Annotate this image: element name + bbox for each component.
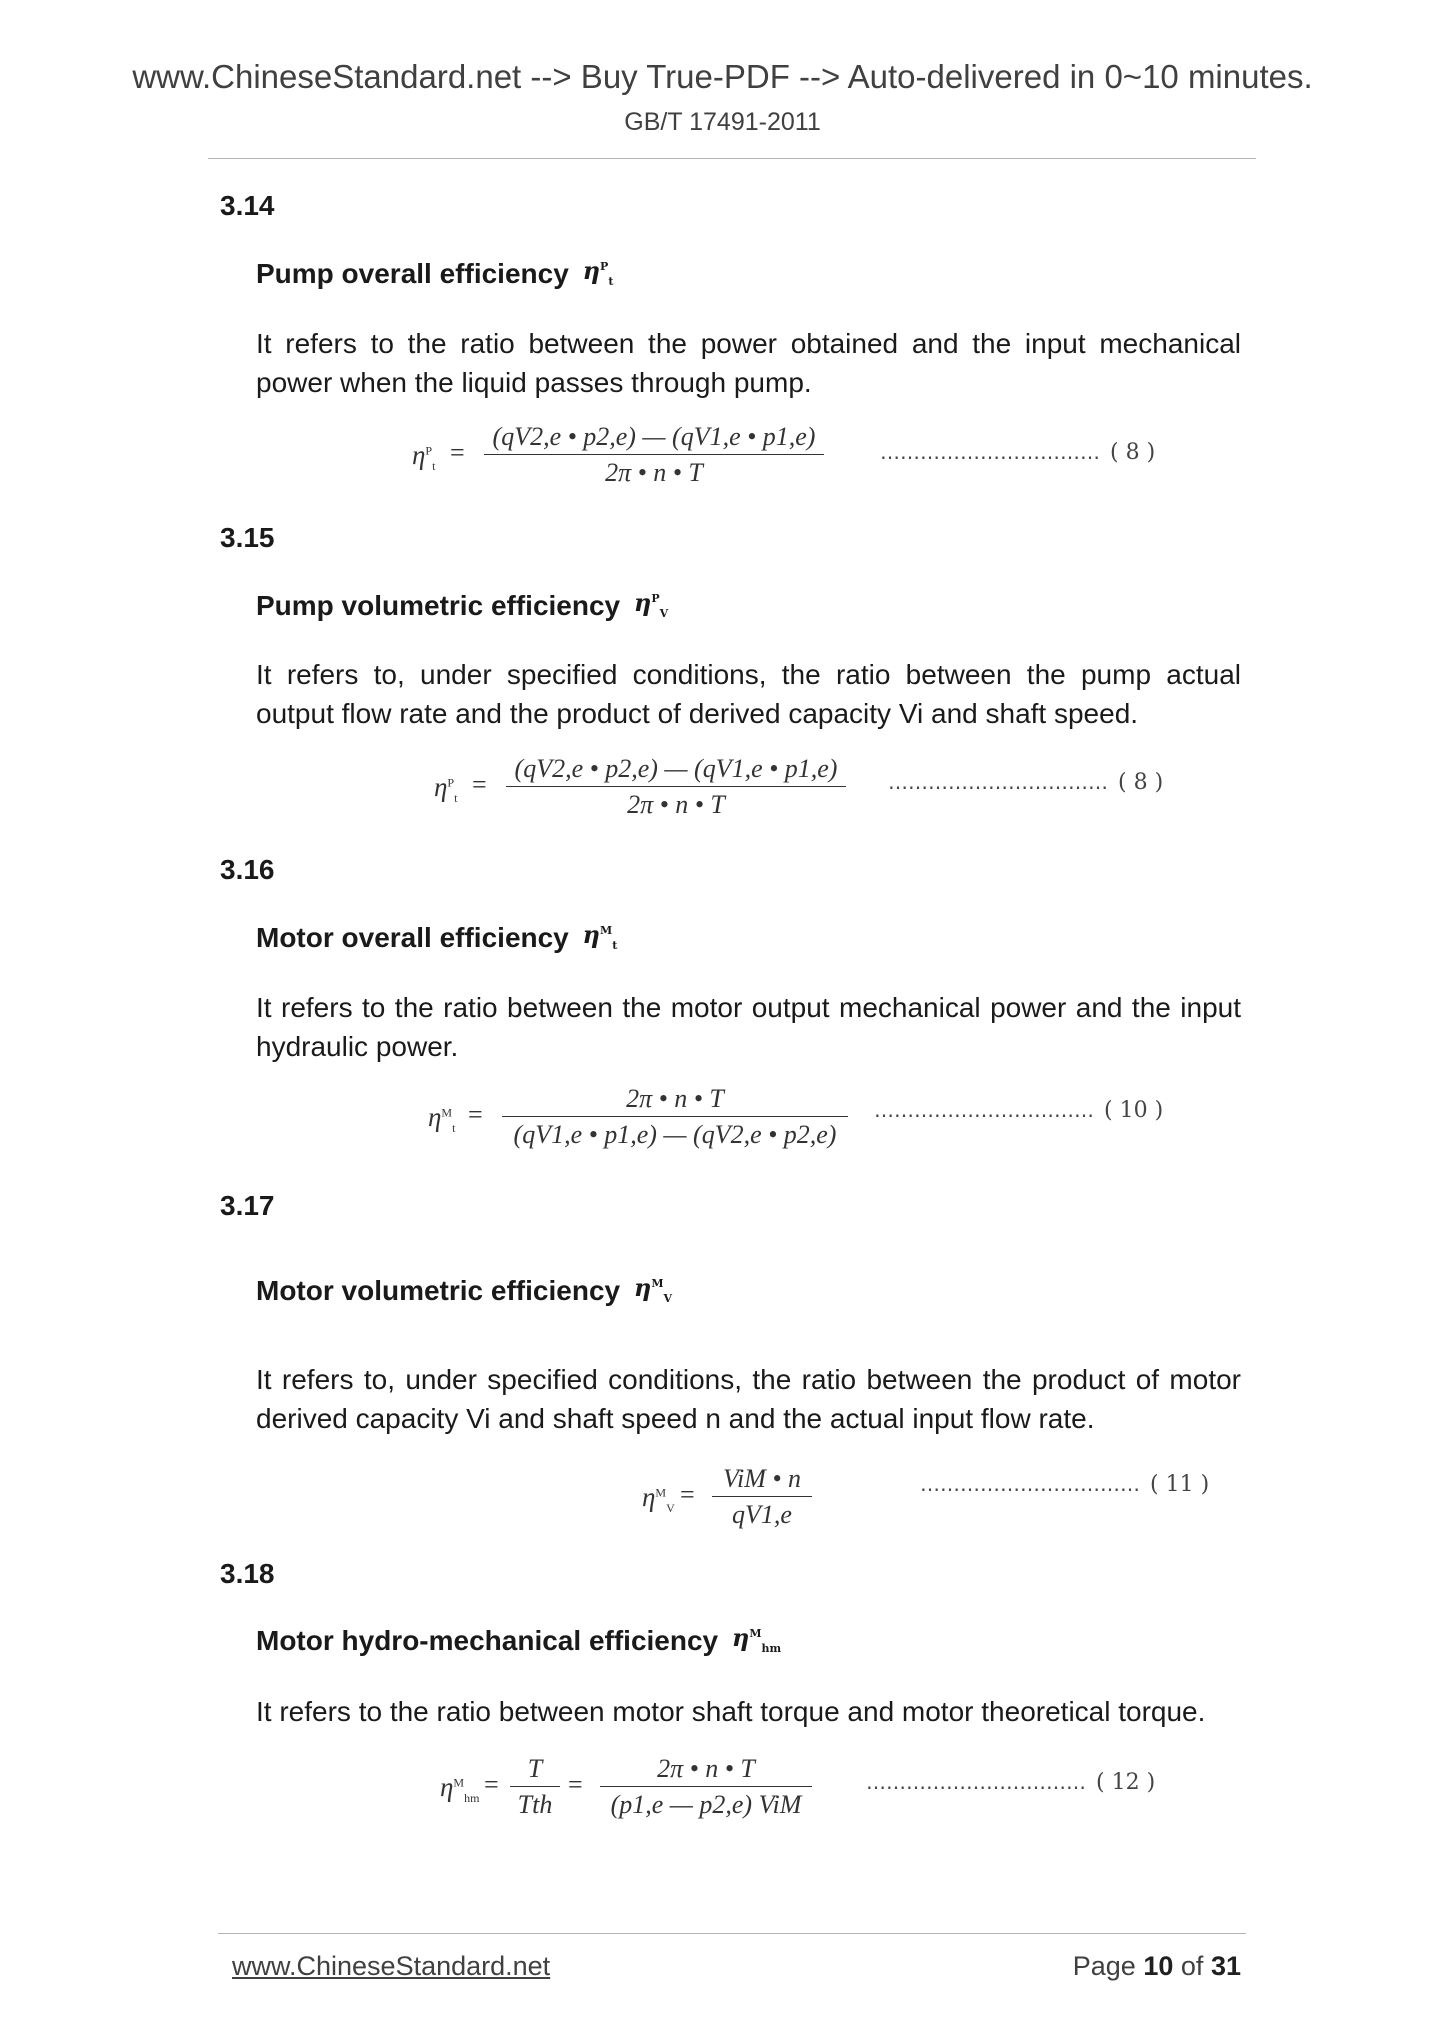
fraction-denominator: (qV1,e • p1,e) — (qV2,e • p2,e) — [513, 1120, 837, 1149]
equals-sign: = — [450, 438, 465, 467]
standard-number: GB/T 17491-2011 — [624, 108, 821, 136]
fraction-bar — [484, 454, 824, 455]
formula-lhs: $\eta^M_V$ — [642, 1482, 675, 1516]
equation-number: …………………………… ( 10 ) — [874, 1098, 1164, 1123]
definition-text: It refers to the ratio between the power obtained and the input mechanical power when the liquid passes through pump. — [256, 328, 1241, 398]
term-title — [256, 1625, 781, 1659]
formula — [642, 1460, 801, 1530]
section-number: 3.18 — [220, 1558, 275, 1589]
equation-number: …………………………… ( 8 ) — [880, 440, 1156, 465]
fraction-numerator: T — [527, 1754, 543, 1783]
equals-sign: = — [468, 1100, 483, 1129]
fraction-denominator: 2π • n • T — [627, 790, 725, 819]
header-divider — [208, 158, 1256, 159]
page-indicator — [1073, 1951, 1241, 1982]
fraction — [600, 1750, 812, 1820]
page-total: 31 — [1210, 1951, 1241, 1981]
section-number: 3.17 — [220, 1190, 275, 1221]
formula — [412, 418, 832, 488]
fraction — [484, 418, 824, 488]
definition-text: It refers to, under specified conditions, the ratio between the pump actual output flow rate and the product of derived capacity Vi and shaft speed. — [256, 659, 1241, 729]
fraction-denominator: (p1,e — p2,e) ViM — [610, 1790, 802, 1819]
formula — [428, 1080, 848, 1150]
fraction-bar — [506, 786, 846, 787]
equation-number: …………………………… ( 11 ) — [920, 1472, 1210, 1497]
fraction — [712, 1460, 812, 1530]
term-title — [256, 590, 668, 624]
term-label: Pump overall efficiency — [256, 258, 569, 289]
equals-sign: = — [472, 770, 487, 799]
formula — [440, 1750, 820, 1820]
eta-symbol-icon: $\eta^M_V$ — [633, 1273, 673, 1305]
definition-text: It refers to, under specified conditions, the ratio between the product of motor derived capacity Vi and shaft speed n and the actual input flow rate. — [256, 1364, 1241, 1434]
page-current: 10 — [1143, 1951, 1174, 1981]
formula-lhs: $\eta^M_{hm}$ — [440, 1772, 480, 1806]
fraction-denominator: Tth — [517, 1790, 553, 1819]
fraction-denominator: qV1,e — [732, 1500, 792, 1529]
equals-sign: = — [568, 1770, 583, 1799]
page-of: of — [1180, 1951, 1204, 1981]
section-number: 3.15 — [220, 522, 275, 553]
fraction-numerator: 2π • n • T — [626, 1084, 724, 1113]
fraction — [510, 1750, 560, 1820]
equals-sign: = — [484, 1770, 499, 1799]
fraction-bar — [600, 1786, 812, 1787]
fraction — [506, 750, 846, 820]
eta-symbol-icon: $\eta^P_V$ — [633, 588, 669, 620]
formula-lhs: $\eta^P_t$ — [412, 440, 436, 474]
eta-symbol-icon: $\eta^M_t$ — [582, 920, 618, 952]
eta-symbol-icon: $\eta^M_{hm}$ — [731, 1623, 782, 1655]
fraction-numerator: (qV2,e • p2,e) — (qV1,e • p1,e) — [492, 422, 816, 451]
fraction-denominator: 2π • n • T — [605, 458, 703, 487]
fraction-numerator: (qV2,e • p2,e) — (qV1,e • p1,e) — [514, 754, 838, 783]
formula-lhs: $\eta^P_t$ — [434, 772, 458, 806]
eta-symbol-icon: $\eta^P_t$ — [582, 256, 614, 288]
formula — [434, 750, 854, 820]
section-number: 3.16 — [220, 854, 275, 885]
page-prefix: Page — [1072, 1951, 1136, 1981]
fraction-numerator: ViM • n — [723, 1464, 801, 1493]
equals-sign: = — [680, 1480, 695, 1509]
section-number: 3.14 — [220, 190, 275, 221]
term-title — [256, 922, 617, 956]
fraction-bar — [712, 1496, 812, 1497]
term-title — [256, 258, 613, 292]
definition-text: It refers to the ratio between motor shaft torque and motor theoretical torque. — [256, 1696, 1206, 1727]
fraction-bar — [502, 1116, 848, 1117]
fraction-bar — [510, 1786, 560, 1787]
term-label: Motor hydro-mechanical efficiency — [256, 1625, 719, 1656]
equation-number: …………………………… ( 8 ) — [888, 770, 1164, 795]
fraction-numerator: 2π • n • T — [657, 1754, 755, 1783]
term-label: Motor overall efficiency — [256, 922, 569, 953]
fraction — [502, 1080, 848, 1150]
formula-lhs: $\eta^M_t$ — [428, 1102, 456, 1136]
term-title — [256, 1275, 672, 1309]
footer-link[interactable]: www.ChineseStandard.net — [232, 1951, 551, 1981]
footer-divider — [218, 1933, 1246, 1934]
header-banner[interactable]: www.ChineseStandard.net --> Buy True-PDF --> Auto-delivered in 0~10 minutes. — [132, 58, 1313, 95]
term-label: Motor volumetric efficiency — [256, 1275, 621, 1306]
term-label: Pump volumetric efficiency — [256, 590, 621, 621]
equation-number: …………………………… ( 12 ) — [866, 1770, 1156, 1795]
definition-text: It refers to the ratio between the motor output mechanical power and the input hydraulic power. — [256, 992, 1241, 1062]
